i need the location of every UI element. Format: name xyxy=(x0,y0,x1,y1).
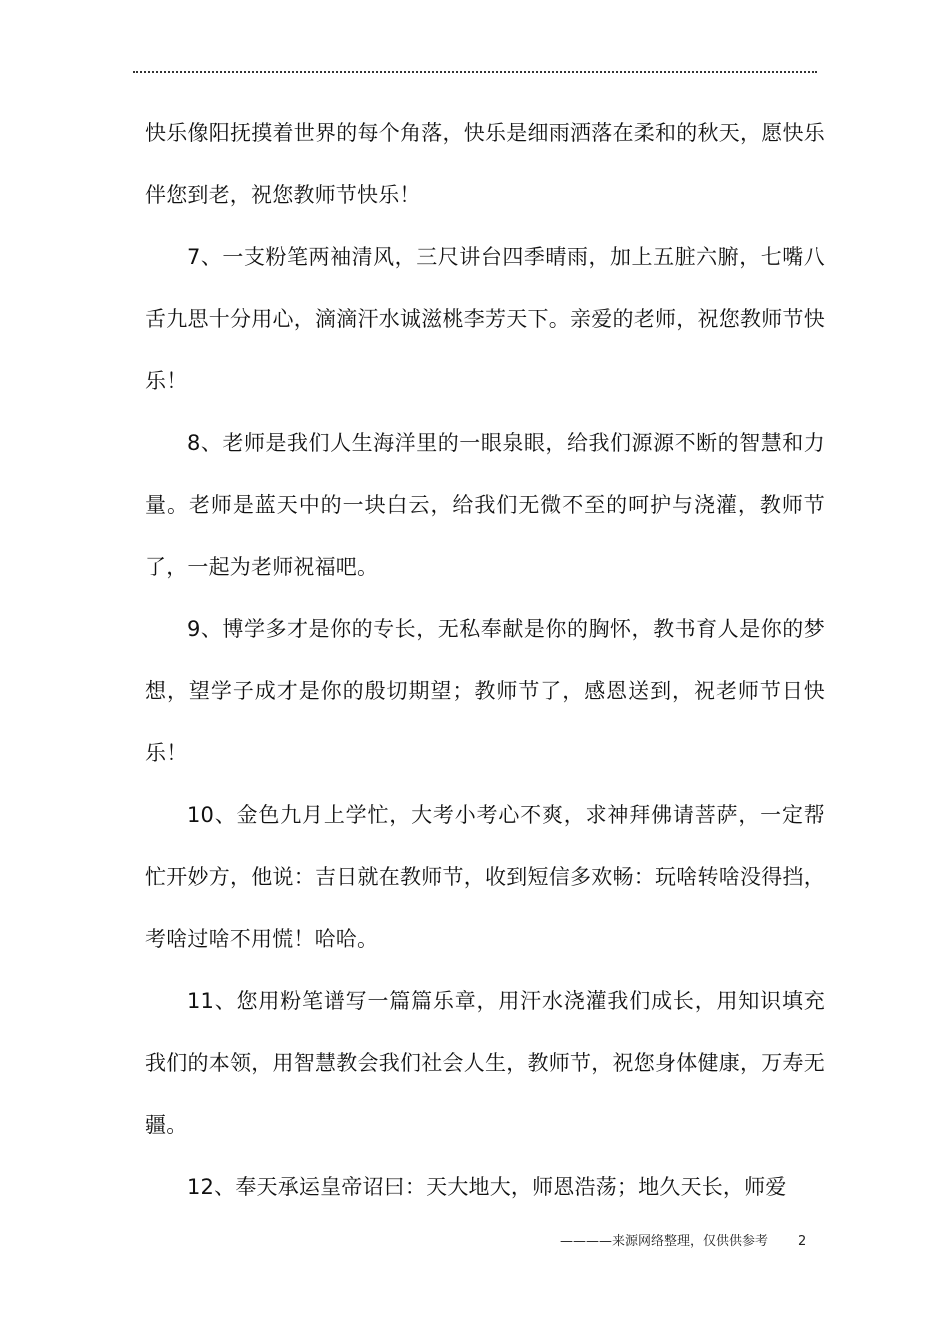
page-footer xyxy=(560,1232,820,1252)
paragraph: 12、奉天承运皇帝诏曰：天大地大，师恩浩荡；地久天长，师爱 xyxy=(187,1175,787,1199)
page-number: 2 xyxy=(798,1234,807,1249)
paragraph: 9、博学多才是你的专长，无私奉献是你的胸怀，教书育人是你的梦想，望学子成才是你的殷切期望；教师节了，感恩送到，祝老师节日快乐！ xyxy=(145,617,825,765)
paragraph: 7、一支粉笔两袖清风，三尺讲台四季晴雨，加上五脏六腑，七嘴八舌九思十分用心，滴滴汗水诚滋桃李芳天下。亲爱的老师，祝您教师节快乐！ xyxy=(145,245,825,393)
header-dotted-rule xyxy=(133,71,817,73)
paragraph: 8、老师是我们人生海洋里的一眼泉眼，给我们源源不断的智慧和力量。老师是蓝天中的一块白云，给我们无微不至的呵护与浇灌，教师节了，一起为老师祝福吧。 xyxy=(145,431,825,579)
body-text xyxy=(145,102,825,1218)
paragraph: 11、您用粉笔谱写一篇篇乐章，用汗水浇灌我们成长，用知识填充我们的本领，用智慧教会我们社会人生，教师节，祝您身体健康，万寿无疆。 xyxy=(145,989,825,1137)
footer-source-note: ————来源网络整理，仅供供参考 xyxy=(560,1234,769,1249)
paragraph: 快乐像阳抚摸着世界的每个角落，快乐是细雨洒落在柔和的秋天，愿快乐伴您到老，祝您教师节快乐！ xyxy=(145,121,825,207)
paragraph: 10、金色九月上学忙，大考小考心不爽，求神拜佛请菩萨，一定帮忙开妙方，他说：吉日就在教师节，收到短信多欢畅：玩啥转啥没得挡，考啥过啥不用慌！哈哈。 xyxy=(145,803,825,951)
